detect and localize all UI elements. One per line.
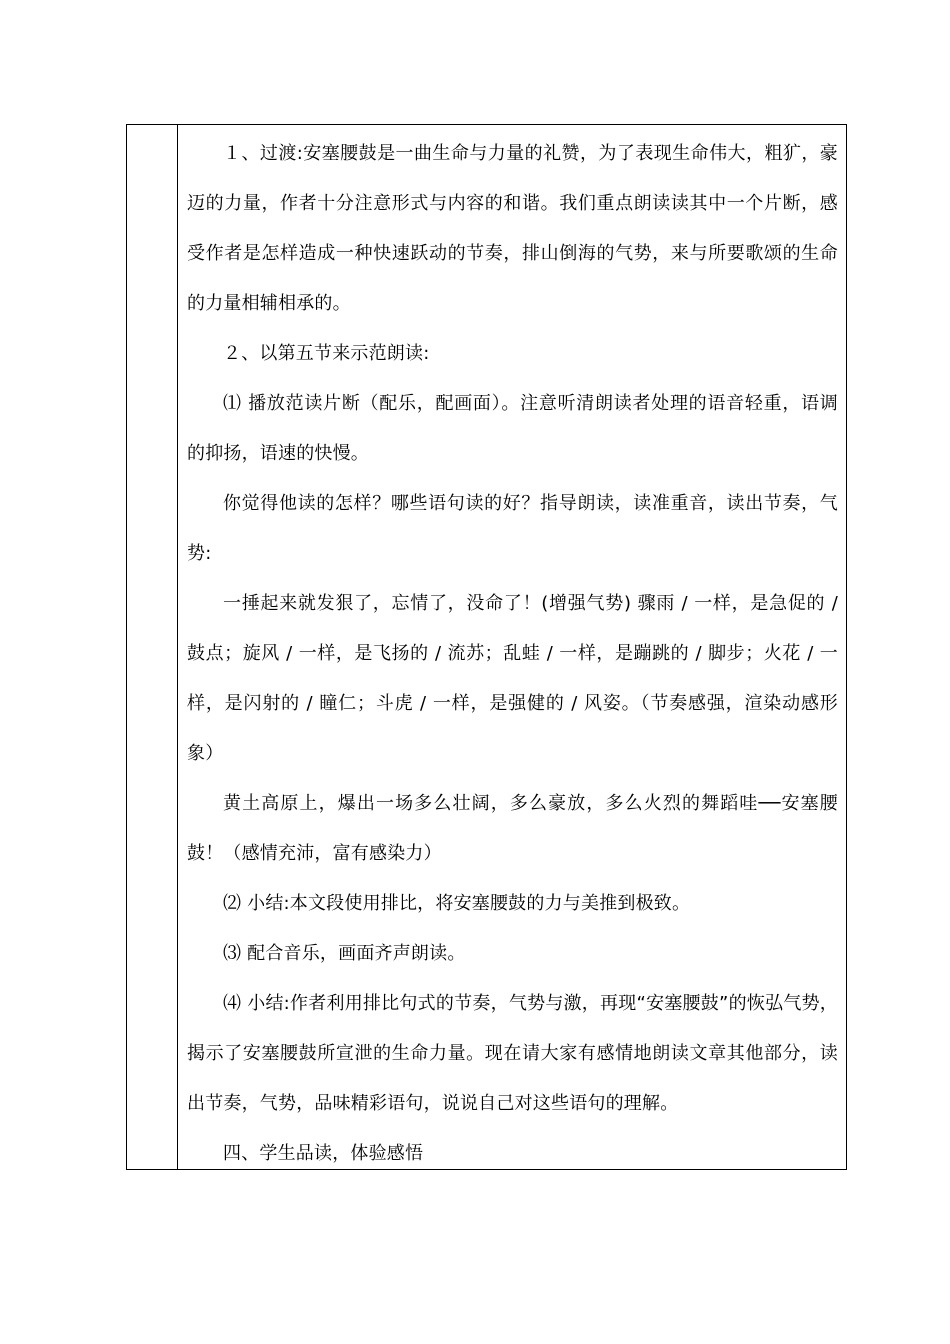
paragraph-question: 你觉得他读的怎样？哪些语句读的好？指导朗读，读准重音，读出节奏，气势: (187, 493, 838, 564)
paragraph-transition: １、过渡:安塞腰鼓是一曲生命与力量的礼赞，为了表现生命伟大，粗犷，豪迈的力量，作者十分注意形式与内容的和谐。我们重点朗读读其中一个片断，感受作者是怎样造成一种快速跃动的节奏，排山倒海的气势，来与所要歌颂的生命的力量相辅相承的。 (187, 143, 838, 314)
paragraph-summary-1: ⑵ 小结:本文段使用排比，将安塞腰鼓的力与美推到极致。 (223, 893, 691, 914)
lesson-table (126, 124, 847, 1170)
paragraph-loess-plateau: 黄土高原上，爆出一场多么壮阔，多么豪放，多么火烈的舞蹈哇──安塞腰鼓！（感情充沛，富有感染力） (187, 793, 838, 864)
paragraph-rhythm-example: 一捶起来就发狠了，忘情了，没命了！(增强气势) 骤雨 / 一样，是急促的 / 鼓点；旋风 / 一样，是飞扬的 / 流苏；乱蛙 / 一样，是蹦跳的 / 脚步；火花 / 一样，是闪射的 / 瞳仁；斗虎 / 一样，是强健的 / 风姿。（节奏感强，渲染动感形象） (187, 593, 838, 764)
paragraph-section-four: 四、学生品读，体验感悟 (223, 1143, 424, 1164)
paragraph-model-reading-heading: ２、以第五节来示范朗读: (223, 343, 430, 364)
paragraph-play-sample: ⑴ 播放范读片断（配乐，配画面）。注意听清朗读者处理的语音轻重，语调的抑扬，语速的快慢。 (187, 393, 838, 464)
paragraph-group-reading: ⑶ 配合音乐，画面齐声朗读。 (223, 943, 466, 964)
paragraph-summary-2: ⑷ 小结:作者利用排比句式的节奏，气势与激，再现“安塞腰鼓”的恢弘气势，揭示了安塞腰鼓所宣泄的生命力量。现在请大家有感情地朗读文章其他部分，读出节奏，气势，品味精彩语句，说说自己对这些语句的理解。 (187, 993, 838, 1114)
table-content-cell (178, 125, 846, 1169)
table-left-cell (127, 125, 178, 1169)
